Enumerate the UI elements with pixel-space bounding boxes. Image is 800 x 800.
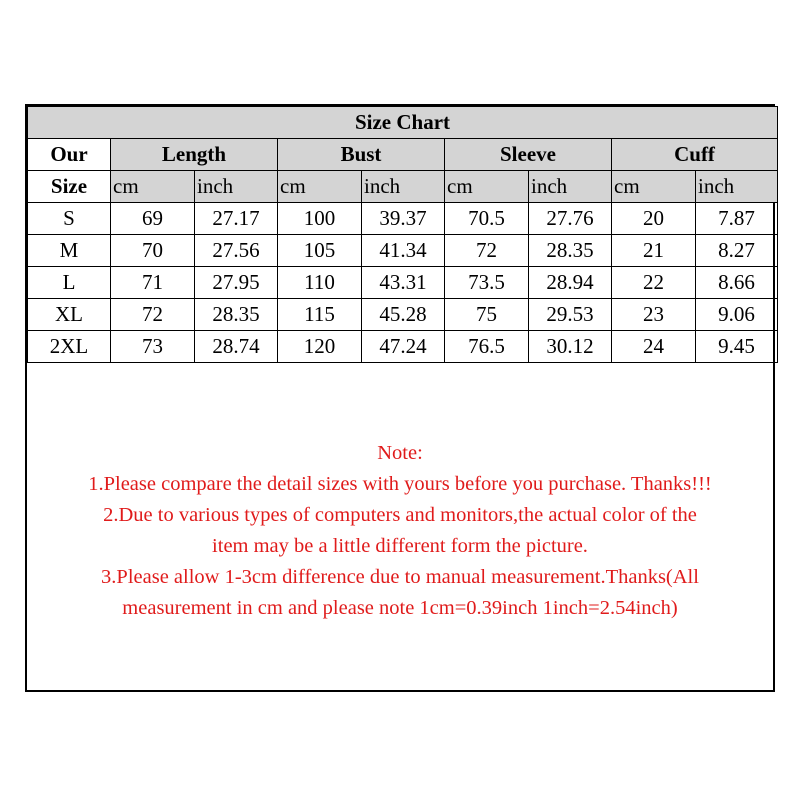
group-header-length: Length [111, 139, 278, 171]
value-cell: 8.27 [696, 235, 778, 267]
size-rows [28, 203, 778, 363]
value-cell: 28.74 [195, 331, 278, 363]
value-cell: 30.12 [529, 331, 612, 363]
size-cell: S [28, 203, 111, 235]
table-title-row [28, 107, 778, 139]
value-cell: 71 [111, 267, 195, 299]
value-cell: 73.5 [445, 267, 529, 299]
value-cell: 70 [111, 235, 195, 267]
value-cell: 69 [111, 203, 195, 235]
value-cell: 27.76 [529, 203, 612, 235]
group-header-row [28, 139, 778, 171]
size-header-bottom: Size [28, 171, 111, 203]
table-row [28, 299, 778, 331]
unit-header-row [28, 171, 778, 203]
value-cell: 115 [278, 299, 362, 331]
value-cell: 73 [111, 331, 195, 363]
table-title: Size Chart [28, 107, 778, 139]
group-header-sleeve: Sleeve [445, 139, 612, 171]
size-cell: XL [28, 299, 111, 331]
unit-inch: inch [195, 171, 278, 203]
value-cell: 22 [612, 267, 696, 299]
unit-inch: inch [529, 171, 612, 203]
value-cell: 24 [612, 331, 696, 363]
value-cell: 20 [612, 203, 696, 235]
value-cell: 9.45 [696, 331, 778, 363]
value-cell: 47.24 [362, 331, 445, 363]
value-cell: 28.35 [529, 235, 612, 267]
table-row [28, 203, 778, 235]
value-cell: 39.37 [362, 203, 445, 235]
table-row [28, 331, 778, 363]
unit-cm: cm [111, 171, 195, 203]
value-cell: 29.53 [529, 299, 612, 331]
unit-cm: cm [445, 171, 529, 203]
value-cell: 45.28 [362, 299, 445, 331]
unit-cm: cm [278, 171, 362, 203]
value-cell: 8.66 [696, 267, 778, 299]
note-line: 2.Due to various types of computers and monitors,the actual color of the [103, 504, 697, 526]
size-header-top: Our [28, 139, 111, 171]
note-heading: Note: [377, 442, 423, 464]
value-cell: 7.87 [696, 203, 778, 235]
unit-inch: inch [362, 171, 445, 203]
value-cell: 23 [612, 299, 696, 331]
note-line: measurement in cm and please note 1cm=0.39inch 1inch=2.54inch) [122, 597, 678, 619]
group-header-cuff: Cuff [612, 139, 778, 171]
group-header-bust: Bust [278, 139, 445, 171]
table-row [28, 235, 778, 267]
value-cell: 72 [111, 299, 195, 331]
value-cell: 27.56 [195, 235, 278, 267]
value-cell: 72 [445, 235, 529, 267]
size-cell: L [28, 267, 111, 299]
note-line: item may be a little different form the picture. [212, 535, 588, 557]
value-cell: 28.94 [529, 267, 612, 299]
value-cell: 100 [278, 203, 362, 235]
value-cell: 9.06 [696, 299, 778, 331]
value-cell: 76.5 [445, 331, 529, 363]
notes-block [27, 438, 773, 624]
value-cell: 110 [278, 267, 362, 299]
value-cell: 41.34 [362, 235, 445, 267]
value-cell: 70.5 [445, 203, 529, 235]
unit-cm: cm [612, 171, 696, 203]
size-cell: 2XL [28, 331, 111, 363]
value-cell: 27.95 [195, 267, 278, 299]
value-cell: 21 [612, 235, 696, 267]
value-cell: 43.31 [362, 267, 445, 299]
value-cell: 28.35 [195, 299, 278, 331]
value-cell: 27.17 [195, 203, 278, 235]
value-cell: 105 [278, 235, 362, 267]
size-chart-table [27, 106, 778, 363]
value-cell: 120 [278, 331, 362, 363]
size-cell: M [28, 235, 111, 267]
note-line: 3.Please allow 1-3cm difference due to manual measurement.Thanks(All [101, 566, 699, 588]
table-row [28, 267, 778, 299]
size-chart-frame [25, 104, 775, 692]
unit-inch: inch [696, 171, 778, 203]
value-cell: 75 [445, 299, 529, 331]
note-line: 1.Please compare the detail sizes with yours before you purchase. Thanks!!! [88, 473, 712, 495]
